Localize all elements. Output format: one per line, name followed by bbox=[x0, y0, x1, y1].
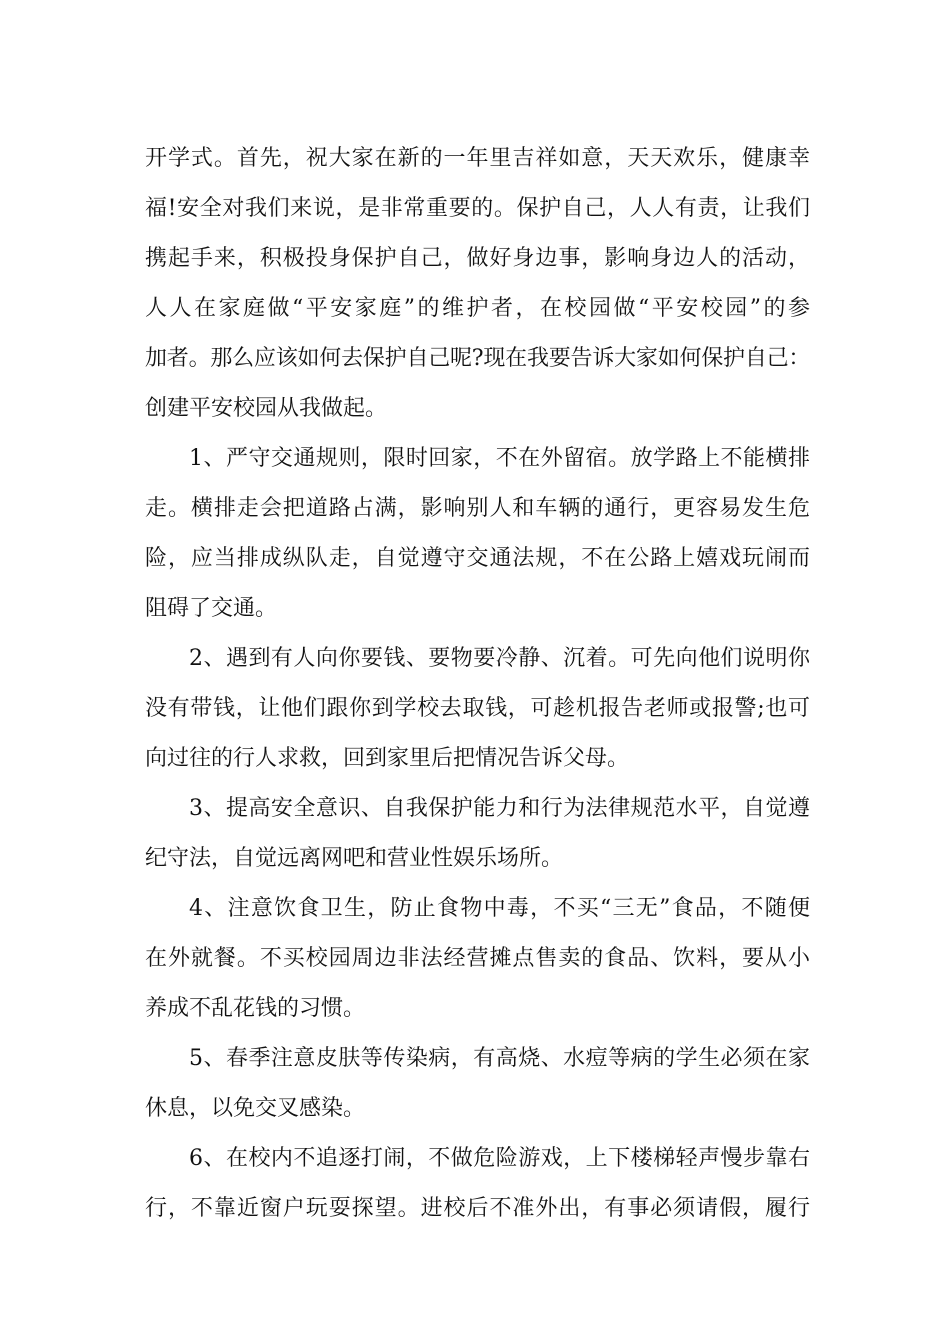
text-line: 2、遇到有人向你要钱、要物要冷静、沉着。可先向他们说明你 bbox=[189, 646, 810, 671]
text-line: 行，不靠近窗户玩耍探望。进校后不准外出，有事必须请假，履行 bbox=[145, 1196, 810, 1221]
text-line: 没有带钱，让他们跟你到学校去取钱，可趁机报告老师或报警;也可 bbox=[145, 696, 810, 721]
text-line: 在外就餐。不买校园周边非法经营摊点售卖的食品、饮料，要从小 bbox=[145, 946, 810, 971]
document-body bbox=[145, 134, 810, 1234]
text-line: 险，应当排成纵队走，自觉遵守交通法规，不在公路上嬉戏玩闹而 bbox=[145, 546, 810, 571]
text-line: 纪守法，自觉远离网吧和营业性娱乐场所。 bbox=[145, 846, 564, 871]
text-line: 4、注意饮食卫生，防止食物中毒，不买“三无”食品，不随便 bbox=[189, 896, 810, 921]
text-line: 开学式。首先，祝大家在新的一年里吉祥如意，天天欢乐，健康幸 bbox=[145, 146, 810, 171]
text-line: 6、在校内不追逐打闹，不做危险游戏，上下楼梯轻声慢步靠右 bbox=[189, 1146, 810, 1171]
text-line: 1、严守交通规则，限时回家，不在外留宿。放学路上不能横排 bbox=[189, 446, 810, 471]
text-line: 养成不乱花钱的习惯。 bbox=[145, 996, 366, 1021]
text-line: 阻碍了交通。 bbox=[145, 596, 278, 621]
text-line: 5、春季注意皮肤等传染病，有高烧、水痘等病的学生必须在家 bbox=[189, 1046, 810, 1071]
text-line: 加者。那么应该如何去保护自己呢?现在我要告诉大家如何保护自己： bbox=[145, 346, 810, 371]
text-line: 3、提高安全意识、自我保护能力和行为法律规范水平，自觉遵 bbox=[189, 796, 810, 821]
text-line: 人人在家庭做“平安家庭”的维护者，在校园做“平安校园”的参 bbox=[145, 296, 810, 321]
text-line: 创建平安校园从我做起。 bbox=[145, 396, 388, 421]
text-line: 福!安全对我们来说，是非常重要的。保护自己，人人有责，让我们 bbox=[145, 196, 810, 221]
text-line: 休息，以免交叉感染。 bbox=[145, 1096, 366, 1121]
text-line: 向过往的行人求救，回到家里后把情况告诉父母。 bbox=[145, 746, 630, 771]
text-line: 携起手来，积极投身保护自己，做好身边事，影响身边人的活动， bbox=[145, 246, 810, 271]
text-line: 走。横排走会把道路占满，影响别人和车辆的通行，更容易发生危 bbox=[145, 496, 810, 521]
